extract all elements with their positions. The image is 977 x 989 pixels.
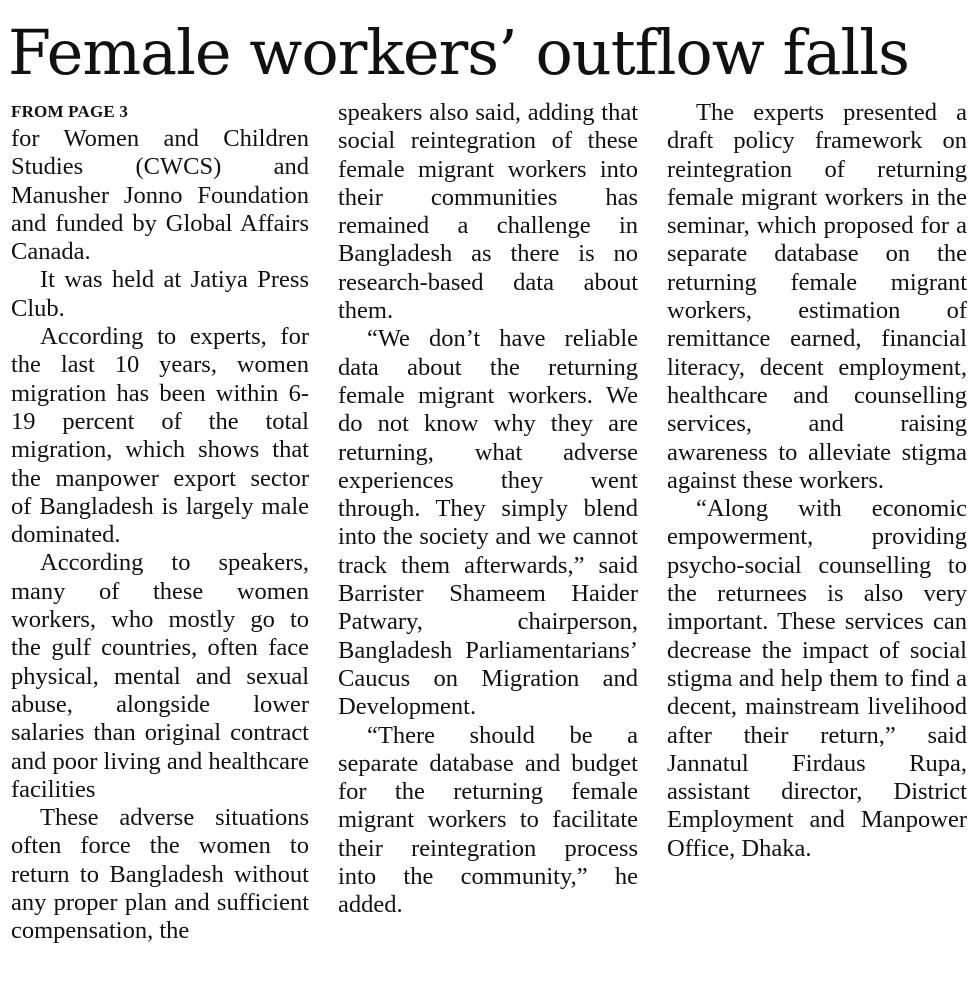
article-column-3 <box>667 99 967 863</box>
article-column-1 <box>11 99 309 946</box>
headline: Female workers’ outflow falls <box>8 16 909 89</box>
paragraph: “We don’t have reliable data about the returning female migrant workers. We do not know why they are returning, what adverse experiences they went through. They simply blend into the society and we cannot track them afterwards,” said Barrister Shameem Haider Patwary, chairperson, Bangladesh Parliamentarians’ Caucus on Migration and Development. <box>338 325 638 721</box>
article-column-2 <box>338 99 638 920</box>
paragraph: “There should be a separate database and budget for the returning female migrant workers to facilitate their reintegration process into the community,” he added. <box>338 721 638 919</box>
paragraph: According to experts, for the last 10 years, women migration has been within 6-19 percent of the total migration, which shows that the manpower export sector of Bangladesh is largely male dominated. <box>11 323 309 549</box>
continued-from-label: FROM PAGE 3 <box>11 102 129 121</box>
paragraph: “Along with economic empowerment, providing psycho-social counselling to the returnees is also very important. These services can decrease the impact of social stigma and help them to find a decent, mainstream livelihood after their return,” said Jannatul Firdaus Rupa, assistant director, District Employment and Manpower Office, Dhaka. <box>667 495 967 862</box>
paragraph: These adverse situations often force the women to return to Bangladesh without any proper plan and sufficient compensation, the <box>11 804 309 945</box>
paragraph: According to speakers, many of these women workers, who mostly go to the gulf countries, often face physical, mental and sexual abuse, alongside lower salaries than original contract and poor living and healthcare facilities <box>11 549 309 803</box>
paragraph: for Women and Children Studies (CWCS) and Manusher Jonno Foundation and funded by Global Affairs Canada. <box>11 125 309 266</box>
paragraph: The experts presented a draft policy framework on reintegration of returning female migrant workers in the seminar, which proposed for a separate database on the returning female migrant workers, estimation of remittance earned, financial literacy, decent employment, healthcare and counselling services, and raising awareness to alleviate stigma against these workers. <box>667 99 967 494</box>
paragraph: It was held at Jatiya Press Club. <box>11 266 309 322</box>
paragraph: speakers also said, adding that social reintegration of these female migrant workers into their communities has remained a challenge in Bangladesh as there is no research-based data about them. <box>338 99 638 325</box>
